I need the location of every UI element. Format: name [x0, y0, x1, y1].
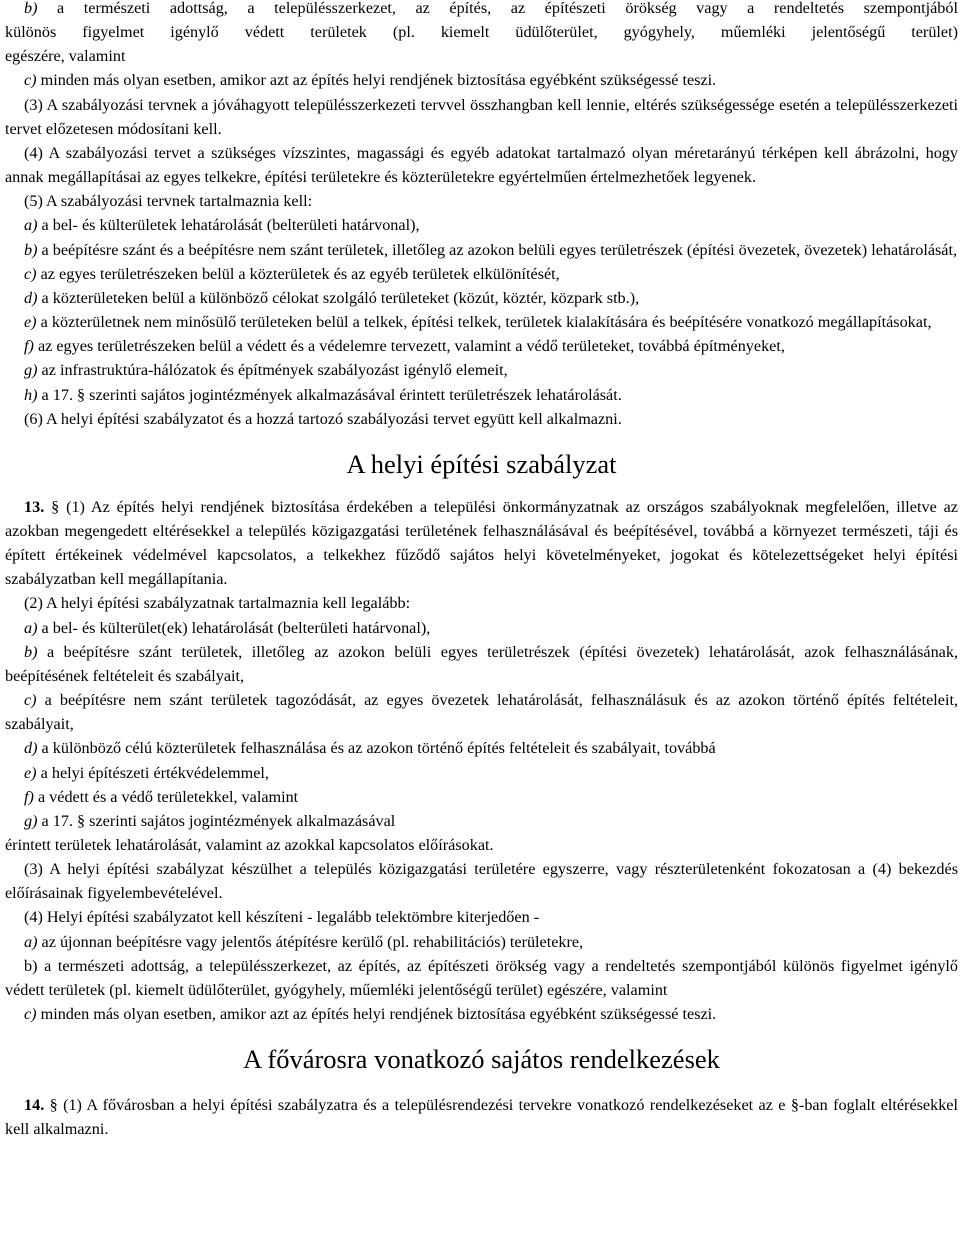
item-text: a bel- és külterületek lehatárolását (belterületi határvonal), — [37, 216, 420, 235]
item-letter: a) — [24, 216, 38, 235]
list-item — [5, 640, 958, 688]
list-item — [5, 262, 958, 286]
document-body — [5, 0, 958, 1142]
item-text: a közterületnek nem minősülő területeken belül a telkek, építési telkek, területek kialakítására és beépítésére vonatkozó megállapításokat, — [36, 313, 932, 332]
list-item — [5, 688, 958, 736]
item-letter: b) — [24, 642, 38, 661]
item-letter: h) — [24, 385, 38, 404]
item-c — [5, 68, 958, 92]
item-letter: a) — [24, 618, 38, 637]
item-text: a beépítésre nem szánt területek tagozódását, az egyes övezetek lehatárolását, felhasználásuk és az azokon történő építés feltételeit, szabályait, — [5, 691, 958, 734]
item-letter: b) — [24, 0, 38, 17]
item-letter: c) — [24, 1005, 37, 1024]
section-14-paragraph-1 — [5, 1093, 958, 1141]
item-text: a természeti adottság, a településszerkezet, az építés, az építészeti örökség vagy a rendeltetés szempontjából — [37, 0, 958, 17]
list-item — [5, 238, 958, 262]
item-text: a helyi építészeti értékvédelemmel, — [36, 763, 269, 782]
paragraph-text: § (1) Az építés helyi rendjének biztosítása érdekében a települési önkormányzatnak az országos szabályoknak megfelelően, illetve az azokban megengedett eltérésekkel a település közigazgatási területének felhasználásával és beépítésével, továbbá a környezet természeti, táji és épített értékeinek védelmével kapcsolatos, a telkekhez fűződő sajátos helyi követelményeket, jogokat és kötelezettségeket helyi építési szabályzatban kell megállapítania. — [5, 497, 958, 589]
list-item — [5, 286, 958, 310]
section-13-paragraph-2: (2) A helyi építési szabályzatnak tartalmaznia kell legalább: — [24, 594, 411, 613]
item-b-line3: egészére, valamint — [5, 47, 126, 66]
item-letter: f) — [24, 337, 34, 356]
paragraph-text: § (1) A fővárosban a helyi építési szabályzatra és a településrendezési tervekre vonatkozó rendelkezéseket az e §-ban foglalt eltérésekkel kell alkalmazni. — [5, 1096, 958, 1139]
item-b-line2: különös figyelmet igénylő védett területek (pl. kiemelt üdülőterület, gyógyhely, műemléki jelentőségű terület) — [5, 23, 958, 42]
section-heading: A helyi építési szabályzat — [346, 448, 617, 479]
list-item: b) a természeti adottság, a településszerkezet, az építés, az építészeti örökség vagy a rendeltetés szempontjából különös figyelmet igénylő védett területek (pl. kiemelt üdülőterület, gyógyhely, műemléki jelentőségű terület) egészére, valamint — [5, 956, 958, 999]
list-item — [5, 358, 958, 382]
list-item — [5, 761, 958, 785]
item-letter: a) — [24, 932, 38, 951]
section-13-paragraph-4: (4) Helyi építési szabályzatot kell készíteni - legalább telektömbre kiterjedően - — [24, 908, 540, 927]
item-letter: d) — [24, 739, 38, 758]
paragraph-6: (6) A helyi építési szabályzatot és a hozzá tartozó szabályozási tervet együtt kell alkalmazni. — [24, 409, 622, 428]
section-13-paragraph-1 — [5, 495, 958, 592]
item-text: a bel- és külterület(ek) lehatárolását (belterületi határvonal), — [37, 618, 431, 637]
item-letter: g) — [24, 361, 38, 380]
item-text: a különböző célú közterületek felhasználása és az azokon történő építés feltételeit és szabályait, továbbá — [37, 739, 716, 758]
item-text: az egyes területrészeken belül a védett és a védelemre tervezett, valamint a védő területeket, továbbá építményeket, — [33, 337, 785, 356]
item-b-line1 — [5, 0, 958, 20]
list-item — [5, 736, 958, 760]
section-13-paragraph-3: (3) A helyi építési szabályzat készülhet a település közigazgatási területére egyszerre, vagy részterületenként fokozatosan a (4) bekezdés előírásainak figyelembevételével. — [5, 860, 958, 903]
item-text: minden más olyan esetben, amikor azt az építés helyi rendjének biztosítása egyébként szükségessé teszi. — [36, 1005, 717, 1024]
item-text: a beépítésre szánt területek, illetőleg az azokon belüli egyes területrészek (építési övezetek) lehatárolását, azok felhasználásának, beépítésének feltételeit és szabályait, — [5, 642, 958, 685]
item-letter: e) — [24, 313, 37, 332]
item-letter: g) — [24, 811, 38, 830]
list-item — [5, 930, 958, 954]
section-number: 13. — [24, 497, 45, 516]
list-item-continuation: érintett területek lehatárolását, valamint az azokkal kapcsolatos előírásokat. — [5, 836, 494, 854]
paragraph-4: (4) A szabályozási tervet a szükséges vízszintes, magassági és egyéb adatokat tartalmazó olyan méretarányú térképen kell ábrázolni, hogy annak megállapításai az egyes telkekre, építési területekre és közterületekre egyértelműen értelmezhetőek legyenek. — [5, 143, 958, 187]
list-item — [5, 334, 958, 358]
item-text: a beépítésre szánt és a beépítésre nem szánt területek, illetőleg az azokon belüli egyes területrészek (építési övezetek, övezetek) lehatárolását, — [37, 240, 958, 259]
item-text: a 17. § szerinti sajátos jogintézmények alkalmazásával érintett területrészek lehatárolását. — [37, 385, 622, 404]
paragraph-3: (3) A szabályozási tervnek a jóváhagyott településszerkezeti tervvel összhangban kell lennie, eltérés szükségessége esetén a településszerkezeti tervet előzetesen módosítani kell. — [5, 95, 958, 138]
item-letter: c) — [24, 264, 37, 283]
paragraph-5: (5) A szabályozási tervnek tartalmaznia kell: — [24, 192, 313, 211]
item-letter: c) — [24, 691, 37, 710]
list-item — [5, 785, 958, 809]
list-item — [5, 310, 958, 334]
item-text: minden más olyan esetben, amikor azt az építés helyi rendjének biztosítása egyébként szükségessé teszi. — [36, 71, 717, 90]
item-letter: d) — [24, 288, 38, 307]
item-letter: e) — [24, 763, 37, 782]
item-letter: f) — [24, 787, 34, 806]
section-heading: A fővárosra vonatkozó sajátos rendelkezések — [243, 1044, 720, 1075]
list-item — [5, 1002, 958, 1026]
list-item — [5, 616, 958, 640]
item-text: az infrastruktúra-hálózatok és építmények szabályozást igénylő elemeit, — [37, 361, 508, 380]
list-item — [5, 213, 958, 237]
item-letter: b) — [24, 240, 38, 259]
item-text: a közterületeken belül a különböző célokat szolgáló területeket (közút, köztér, közpark stb.), — [37, 288, 640, 307]
item-letter: c) — [24, 71, 37, 90]
list-item — [5, 383, 958, 407]
item-text: az újonnan beépítésre vagy jelentős átépítésre kerülő (pl. rehabilitációs) területekre, — [37, 932, 584, 951]
item-text: a védett és a védő területekkel, valamint — [33, 787, 299, 806]
list-item — [5, 809, 958, 833]
section-number: 14. — [24, 1096, 45, 1115]
item-text: a 17. § szerinti sajátos jogintézmények alkalmazásával — [37, 811, 396, 830]
item-text: az egyes területrészeken belül a közterületek és az egyéb területek elkülönítését, — [36, 264, 560, 283]
